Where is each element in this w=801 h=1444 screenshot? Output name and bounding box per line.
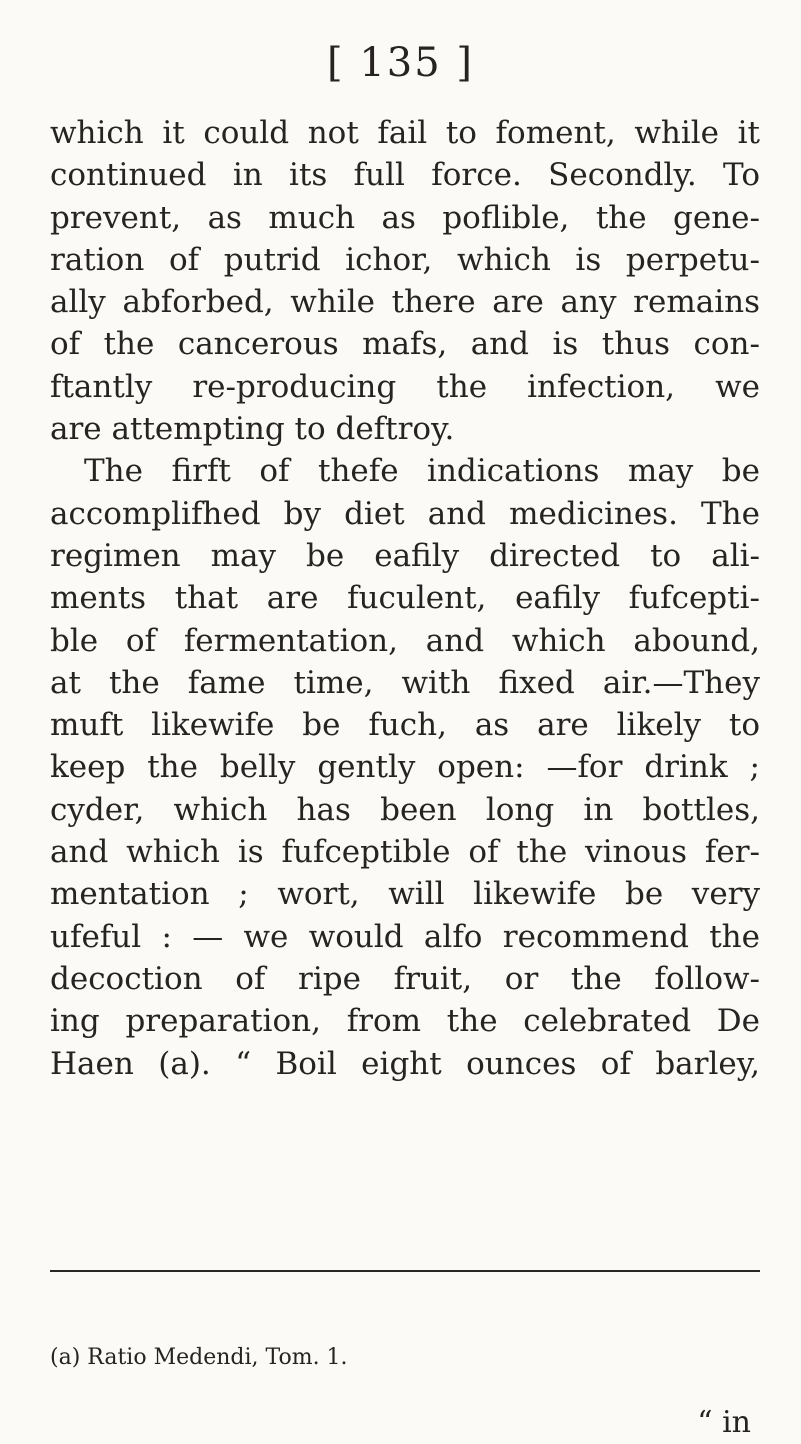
text-line: Haen (a). “ Boil eight ounces of barley, bbox=[50, 1045, 760, 1082]
text-line: cyder, which has been long in bottles, bbox=[50, 791, 760, 828]
text-line: ftantly re-producing the infection, we bbox=[50, 368, 760, 405]
footnote-rule bbox=[50, 1270, 760, 1272]
catchword: “ in bbox=[697, 1405, 751, 1440]
text-line: which it could not fail to foment, while it bbox=[50, 115, 760, 151]
text-line: at the fame time, with fixed air.—They bbox=[50, 664, 760, 701]
text-line: of the cancerous mafs, and is thus con- bbox=[50, 326, 760, 363]
text-line: ble of fermentation, and which abound, bbox=[50, 622, 760, 659]
page-number: [ 135 ] bbox=[327, 40, 474, 86]
body-text bbox=[50, 112, 760, 1085]
text-line: The firft of thefe indications may be bbox=[84, 453, 760, 490]
text-line: decoction of ripe fruit, or the follow- bbox=[50, 960, 760, 997]
text-line: ally abforbed, while there are any remains bbox=[50, 284, 760, 321]
text-line: ration of putrid ichor, which is perpetu- bbox=[50, 241, 760, 278]
text-line: ufeful : — we would alfo recommend the bbox=[50, 918, 760, 955]
text-line: muft likewife be fuch, as are likely to bbox=[50, 707, 760, 744]
text-line: prevent, as much as poflible, the gene- bbox=[50, 199, 760, 236]
text-line: and which is fufceptible of the vinous fer- bbox=[50, 834, 760, 871]
text-line: accomplifhed by diet and medicines. The bbox=[50, 495, 760, 532]
text-line: regimen may be eafily directed to ali- bbox=[50, 537, 760, 574]
footnote: (a) Ratio Medendi, Tom. 1. bbox=[50, 1345, 348, 1370]
text-line: ing preparation, from the celebrated De bbox=[50, 1003, 760, 1040]
text-line: are attempting to deftroy. bbox=[50, 411, 455, 448]
text-line: ments that are fuculent, eafily fufcepti- bbox=[50, 580, 760, 617]
text-line: continued in its full force. Secondly. To bbox=[50, 157, 760, 194]
text-line: keep the belly gently open: —for drink ; bbox=[50, 749, 760, 786]
text-line: mentation ; wort, will likewife be very bbox=[50, 876, 760, 913]
